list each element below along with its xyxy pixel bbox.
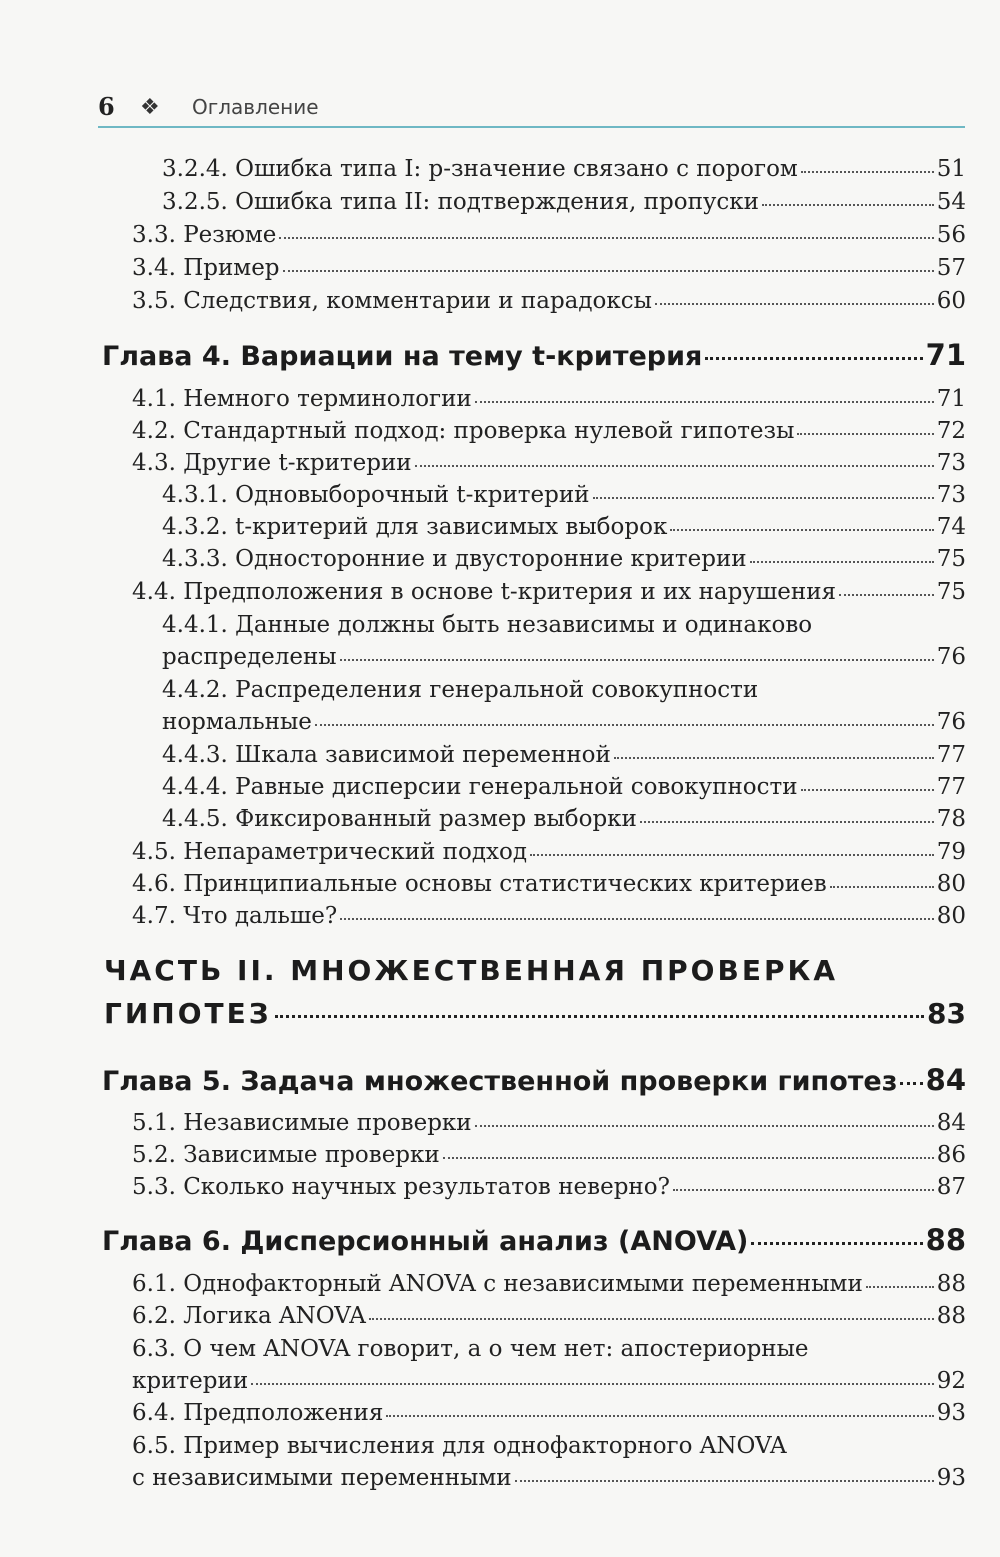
toc-entry-title: 4.4.5. Фиксированный размер выборки: [162, 806, 637, 832]
chapter-page: 88: [925, 1223, 966, 1257]
toc-entry-page: 93: [936, 1465, 966, 1491]
toc-entry-4-3-1[interactable]: [162, 480, 966, 510]
toc-entry-page: 77: [936, 742, 966, 768]
running-header: [98, 92, 965, 128]
dot-leader: [750, 555, 934, 563]
toc-entry-6-3[interactable]: [132, 1366, 966, 1396]
toc-entry-6-2[interactable]: [132, 1301, 966, 1331]
toc-entry-6-5[interactable]: [132, 1463, 966, 1493]
toc-entry-page: 77: [936, 774, 966, 800]
toc-entry-title: 4.6. Принципиальные основы статистических критериев: [132, 871, 827, 897]
dot-leader: [751, 1236, 922, 1245]
dot-leader: [830, 880, 934, 888]
dot-leader: [475, 395, 934, 403]
dot-leader: [593, 491, 934, 499]
toc-chapter-6[interactable]: [102, 1221, 966, 1261]
toc-entry-4-4-1[interactable]: [162, 642, 966, 672]
dot-leader: [900, 1076, 922, 1085]
toc-entry-title: 3.3. Резюме: [132, 222, 277, 248]
toc-entry-title: 4.1. Немного терминологии: [132, 386, 472, 412]
toc-entry-page: 72: [936, 418, 966, 444]
dot-leader: [839, 588, 934, 596]
dot-leader: [801, 783, 934, 791]
toc-entry-4-1[interactable]: [132, 384, 966, 414]
toc-entry-page: 75: [936, 546, 966, 572]
toc-entry-page: 87: [936, 1174, 966, 1200]
dot-leader: [315, 718, 934, 726]
dot-leader: [251, 1377, 934, 1385]
toc-entry-title: 6.2. Логика ANOVA: [132, 1303, 366, 1329]
toc-entry-page: 71: [936, 386, 966, 412]
toc-entry-page: 92: [936, 1368, 966, 1394]
toc-entry-title: 3.2.4. Ошибка типа I: p-значение связано с порогом: [162, 156, 798, 182]
toc-entry-4-4[interactable]: [132, 577, 966, 607]
chapter-page: 84: [925, 1063, 966, 1097]
dot-leader: [705, 351, 922, 360]
toc-entry-title: 3.4. Пример: [132, 255, 280, 281]
toc-entry-3-2-4[interactable]: [162, 154, 966, 184]
toc-entry-page: 86: [936, 1142, 966, 1168]
toc-entry-4-4-5[interactable]: [162, 804, 966, 834]
dot-leader: [443, 1151, 934, 1159]
toc-entry-4-3-3[interactable]: [162, 544, 966, 574]
toc-entry-6-1[interactable]: [132, 1269, 966, 1299]
dot-leader: [866, 1280, 934, 1288]
toc-entry-title: 4.3.2. t-критерий для зависимых выборок: [162, 514, 668, 540]
toc-entry-page: 75: [936, 579, 966, 605]
toc-entry-5-1[interactable]: [132, 1108, 966, 1138]
toc-entry-6-5-line1[interactable]: 6.5. Пример вычисления для однофакторного ANOVA: [132, 1433, 787, 1459]
dot-leader: [530, 848, 934, 856]
dot-leader: [340, 912, 934, 920]
chapter-title: Глава 5. Задача множественной проверки гипотез: [102, 1066, 898, 1097]
part-page: 83: [927, 997, 966, 1030]
toc-entry-title: 5.3. Сколько научных результатов неверно?: [132, 1174, 670, 1200]
dot-leader: [673, 1183, 934, 1191]
chapter-page: 71: [925, 338, 966, 372]
dot-leader: [614, 751, 934, 759]
dot-leader: [275, 1009, 924, 1018]
page-number: 6: [98, 92, 115, 121]
toc-entry-3-3[interactable]: [132, 220, 966, 250]
toc-entry-page: 76: [936, 644, 966, 670]
toc-entry-4-3-2[interactable]: [162, 512, 966, 542]
dot-leader: [655, 297, 934, 305]
toc-entry-title: 6.4. Предположения: [132, 1400, 384, 1426]
chapter-title: Глава 6. Дисперсионный анализ (ANOVA): [102, 1226, 749, 1257]
toc-entry-3-5[interactable]: [132, 286, 966, 316]
toc-entry-6-4[interactable]: [132, 1398, 966, 1428]
dot-leader: [279, 231, 933, 239]
toc-entry-page: 80: [936, 903, 966, 929]
toc-entry-page: 84: [936, 1110, 966, 1136]
toc-entry-4-5[interactable]: [132, 837, 966, 867]
toc-entry-page: 57: [936, 255, 966, 281]
ornament-icon: ❖: [140, 94, 160, 119]
toc-entry-page: 76: [936, 709, 966, 735]
dot-leader: [386, 1409, 933, 1417]
toc-entry-page: 79: [936, 839, 966, 865]
dot-leader: [670, 523, 933, 531]
toc-entry-title: 4.2. Стандартный подход: проверка нулевой гипотезы: [132, 418, 795, 444]
dot-leader: [801, 165, 934, 173]
toc-entry-page: 78: [936, 806, 966, 832]
toc-entry-4-6[interactable]: [132, 869, 966, 899]
dot-leader: [369, 1312, 934, 1320]
toc-entry-4-3[interactable]: [132, 448, 966, 478]
dot-leader: [762, 198, 934, 206]
dot-leader: [340, 653, 934, 661]
toc-entry-title: 3.5. Следствия, комментарии и парадоксы: [132, 288, 652, 314]
toc-entry-4-4-3[interactable]: [162, 740, 966, 770]
toc-entry-title: 4.3. Другие t-критерии: [132, 450, 412, 476]
toc-entry-page: 51: [936, 156, 966, 182]
toc-entry-page: 80: [936, 871, 966, 897]
toc-entry-title: нормальные: [162, 709, 312, 735]
toc-entry-page: 60: [936, 288, 966, 314]
toc-entry-4-7[interactable]: [132, 901, 966, 931]
dot-leader: [797, 427, 933, 435]
toc-entry-title: 4.3.3. Односторонние и двусторонние критерии: [162, 546, 747, 572]
chapter-title: Глава 4. Вариации на тему t-критерия: [102, 341, 703, 372]
toc-entry-page: 88: [936, 1303, 966, 1329]
dot-leader: [283, 264, 934, 272]
toc-entry-title: 6.1. Однофакторный ANOVA с независимыми переменными: [132, 1271, 863, 1297]
toc-entry-title: с независимыми переменными: [132, 1465, 512, 1491]
toc-entry-3-4[interactable]: [132, 253, 966, 283]
toc-entry-page: 56: [936, 222, 966, 248]
toc-entry-title: 4.4.4. Равные дисперсии генеральной совокупности: [162, 774, 798, 800]
toc-entry-4-4-1-line1[interactable]: 4.4.1. Данные должны быть независимы и одинаково: [162, 612, 813, 638]
toc-entry-5-3[interactable]: [132, 1172, 966, 1202]
dot-leader: [415, 459, 934, 467]
toc-entry-title: 5.2. Зависимые проверки: [132, 1142, 440, 1168]
toc-part-2[interactable]: [104, 994, 966, 1034]
dot-leader: [475, 1119, 934, 1127]
toc-chapter-5[interactable]: [102, 1061, 966, 1101]
toc-chapter-4[interactable]: [102, 336, 966, 376]
toc-entry-title: 4.5. Непараметрический подход: [132, 839, 527, 865]
toc-part-2-line1[interactable]: ЧАСТЬ II. МНОЖЕСТВЕННАЯ ПРОВЕРКА: [104, 954, 839, 987]
toc-entry-title: 4.4. Предположения в основе t-критерия и их нарушения: [132, 579, 837, 605]
toc-entry-page: 74: [936, 514, 966, 540]
part-title: ГИПОТЕЗ: [104, 997, 272, 1030]
dot-leader: [640, 815, 934, 823]
toc-entry-title: 5.1. Независимые проверки: [132, 1110, 472, 1136]
toc-entry-page: 93: [936, 1400, 966, 1426]
running-title: Оглавление: [192, 95, 319, 119]
toc-entry-5-2[interactable]: [132, 1140, 966, 1170]
toc-entry-4-4-2[interactable]: [162, 707, 966, 737]
toc-entry-6-3-line1[interactable]: 6.3. О чем ANOVA говорит, а о чем нет: апостериорные: [132, 1336, 809, 1362]
toc-entry-title: 4.4.3. Шкала зависимой переменной: [162, 742, 611, 768]
toc-entry-title: 4.7. Что дальше?: [132, 903, 338, 929]
toc-entry-page: 73: [936, 482, 966, 508]
toc-entry-4-4-4[interactable]: [162, 772, 966, 802]
toc-entry-title: критерии: [132, 1368, 249, 1394]
toc-entry-page: 73: [936, 450, 966, 476]
toc-entry-4-4-2-line1[interactable]: 4.4.2. Распределения генеральной совокупности: [162, 677, 759, 703]
toc-entry-4-2[interactable]: [132, 416, 966, 446]
toc-entry-title: распределены: [162, 644, 337, 670]
dot-leader: [515, 1474, 934, 1482]
toc-entry-title: 4.3.1. Одновыборочный t-критерий: [162, 482, 590, 508]
toc-entry-page: 54: [936, 189, 966, 215]
toc-entry-page: 88: [936, 1271, 966, 1297]
toc-entry-3-2-5[interactable]: [162, 187, 966, 217]
toc-entry-title: 3.2.5. Ошибка типа II: подтверждения, пропуски: [162, 189, 760, 215]
